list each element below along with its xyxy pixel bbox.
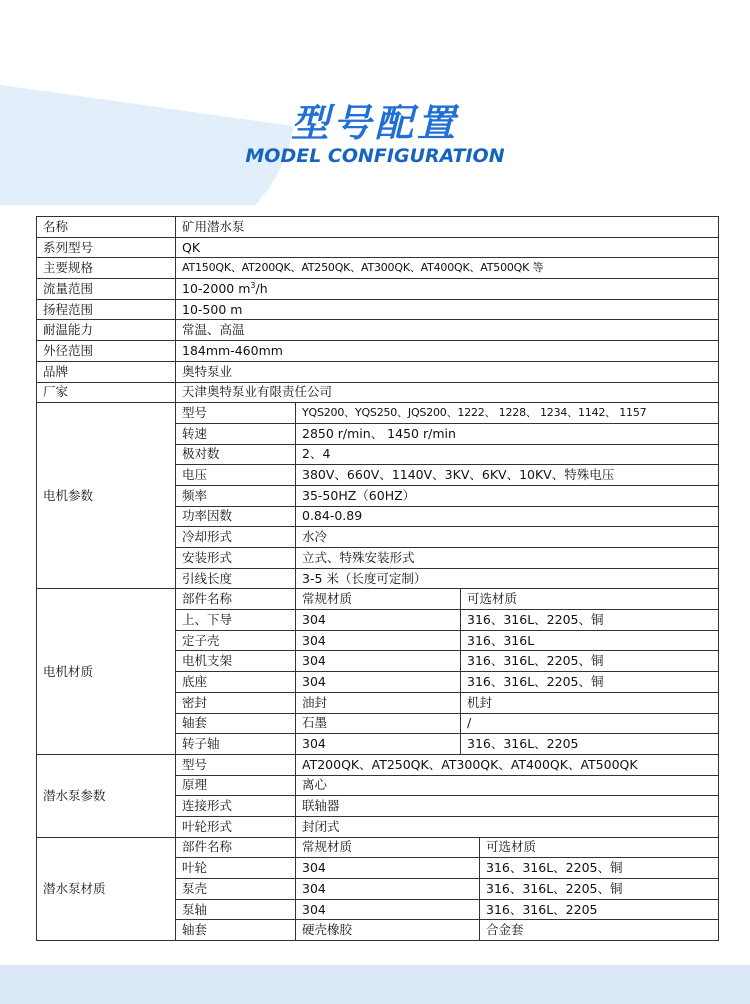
standard-material: 304 bbox=[296, 734, 461, 755]
param-value: 立式、特殊安装形式 bbox=[296, 548, 719, 569]
table-row bbox=[37, 320, 719, 341]
footer-band bbox=[0, 965, 750, 1004]
param-value: 离心 bbox=[296, 775, 719, 796]
value-superscript: 3 bbox=[250, 280, 256, 290]
row-value: 矿用潜水泵 bbox=[176, 217, 719, 238]
optional-material: 可选材质 bbox=[480, 837, 719, 858]
row-value: 常温、高温 bbox=[176, 320, 719, 341]
row-value: AT150QK、AT200QK、AT250QK、AT300QK、AT400QK、AT500QK 等 bbox=[176, 258, 719, 279]
table-row bbox=[37, 341, 719, 362]
row-label: 流量范围 bbox=[37, 279, 176, 300]
part-name: 转子轴 bbox=[176, 734, 296, 755]
param-label: 连接形式 bbox=[176, 796, 296, 817]
spec-table bbox=[36, 216, 719, 941]
row-value: QK bbox=[176, 237, 719, 258]
part-name: 部件名称 bbox=[176, 589, 296, 610]
part-name: 轴套 bbox=[176, 713, 296, 734]
param-value: 水冷 bbox=[296, 527, 719, 548]
row-label: 品牌 bbox=[37, 361, 176, 382]
row-value: 奥特泵业 bbox=[176, 361, 719, 382]
param-value: YQS200、YQS250、JQS200、1222、 1228、 1234、1142、 1157 bbox=[296, 403, 719, 424]
group-label: 潜水泵参数 bbox=[37, 754, 176, 837]
optional-material: / bbox=[461, 713, 719, 734]
param-value: 0.84-0.89 bbox=[296, 506, 719, 527]
group-label: 电机材质 bbox=[37, 589, 176, 755]
param-label: 功率因数 bbox=[176, 506, 296, 527]
row-label: 主要规格 bbox=[37, 258, 176, 279]
optional-material: 316、316L、2205、铜 bbox=[480, 879, 719, 900]
table-row bbox=[37, 754, 719, 775]
param-label: 电压 bbox=[176, 465, 296, 486]
part-name: 轴套 bbox=[176, 920, 296, 941]
row-value: 184mm-460mm bbox=[176, 341, 719, 362]
table-row bbox=[37, 237, 719, 258]
row-label: 厂家 bbox=[37, 382, 176, 403]
standard-material: 常规材质 bbox=[296, 589, 461, 610]
part-name: 电机支架 bbox=[176, 651, 296, 672]
standard-material: 304 bbox=[296, 651, 461, 672]
param-value: 3-5 米（长度可定制） bbox=[296, 568, 719, 589]
table-row bbox=[37, 217, 719, 238]
optional-material: 机封 bbox=[461, 692, 719, 713]
optional-material: 316、316L、2205、铜 bbox=[461, 610, 719, 631]
table-row bbox=[37, 299, 719, 320]
standard-material: 304 bbox=[296, 672, 461, 693]
param-value: 封闭式 bbox=[296, 816, 719, 837]
part-name: 定子壳 bbox=[176, 630, 296, 651]
table-row bbox=[37, 382, 719, 403]
row-label: 外径范围 bbox=[37, 341, 176, 362]
param-label: 极对数 bbox=[176, 444, 296, 465]
optional-material: 可选材质 bbox=[461, 589, 719, 610]
table-row bbox=[37, 837, 719, 858]
value-suffix: /h bbox=[255, 280, 268, 296]
table-row bbox=[37, 258, 719, 279]
group-label: 潜水泵材质 bbox=[37, 837, 176, 940]
row-label: 扬程范围 bbox=[37, 299, 176, 320]
param-label: 引线长度 bbox=[176, 568, 296, 589]
standard-material: 石墨 bbox=[296, 713, 461, 734]
param-value: AT200QK、AT250QK、AT300QK、AT400QK、AT500QK bbox=[296, 754, 719, 775]
optional-material: 316、316L、2205、铜 bbox=[480, 858, 719, 879]
table-row bbox=[37, 589, 719, 610]
param-label: 安装形式 bbox=[176, 548, 296, 569]
part-name: 叶轮 bbox=[176, 858, 296, 879]
optional-material: 316、316L、2205 bbox=[480, 899, 719, 920]
standard-material: 304 bbox=[296, 610, 461, 631]
param-label: 冷却形式 bbox=[176, 527, 296, 548]
param-value: 2、4 bbox=[296, 444, 719, 465]
standard-material: 常规材质 bbox=[296, 837, 480, 858]
standard-material: 油封 bbox=[296, 692, 461, 713]
part-name: 部件名称 bbox=[176, 837, 296, 858]
param-label: 频率 bbox=[176, 485, 296, 506]
standard-material: 304 bbox=[296, 879, 480, 900]
part-name: 密封 bbox=[176, 692, 296, 713]
optional-material: 316、316L、2205 bbox=[461, 734, 719, 755]
row-label: 系列型号 bbox=[37, 237, 176, 258]
row-value bbox=[176, 279, 719, 300]
standard-material: 304 bbox=[296, 630, 461, 651]
row-label: 耐温能力 bbox=[37, 320, 176, 341]
row-value: 天津奥特泵业有限责任公司 bbox=[176, 382, 719, 403]
part-name: 泵轴 bbox=[176, 899, 296, 920]
part-name: 底座 bbox=[176, 672, 296, 693]
param-label: 转速 bbox=[176, 423, 296, 444]
standard-material: 304 bbox=[296, 858, 480, 879]
part-name: 泵壳 bbox=[176, 879, 296, 900]
param-label: 型号 bbox=[176, 754, 296, 775]
table-row bbox=[37, 361, 719, 382]
param-value: 35-50HZ（60HZ） bbox=[296, 485, 719, 506]
group-label: 电机参数 bbox=[37, 403, 176, 589]
param-label: 型号 bbox=[176, 403, 296, 424]
table-row bbox=[37, 403, 719, 424]
standard-material: 硬壳橡胶 bbox=[296, 920, 480, 941]
part-name: 上、下导 bbox=[176, 610, 296, 631]
optional-material: 316、316L bbox=[461, 630, 719, 651]
optional-material: 316、316L、2205、铜 bbox=[461, 672, 719, 693]
param-value: 联轴器 bbox=[296, 796, 719, 817]
page-subtitle: MODEL CONFIGURATION bbox=[245, 145, 505, 167]
value-text: 10-2000 m bbox=[182, 280, 251, 296]
table-row bbox=[37, 279, 719, 300]
row-label: 名称 bbox=[37, 217, 176, 238]
optional-material: 合金套 bbox=[480, 920, 719, 941]
param-label: 原理 bbox=[176, 775, 296, 796]
optional-material: 316、316L、2205、铜 bbox=[461, 651, 719, 672]
standard-material: 304 bbox=[296, 899, 480, 920]
row-value: 10-500 m bbox=[176, 299, 719, 320]
param-value: 380V、660V、1140V、3KV、6KV、10KV、特殊电压 bbox=[296, 465, 719, 486]
page-title: 型号配置 bbox=[290, 101, 459, 145]
param-value: 2850 r/min、 1450 r/min bbox=[296, 423, 719, 444]
param-label: 叶轮形式 bbox=[176, 816, 296, 837]
